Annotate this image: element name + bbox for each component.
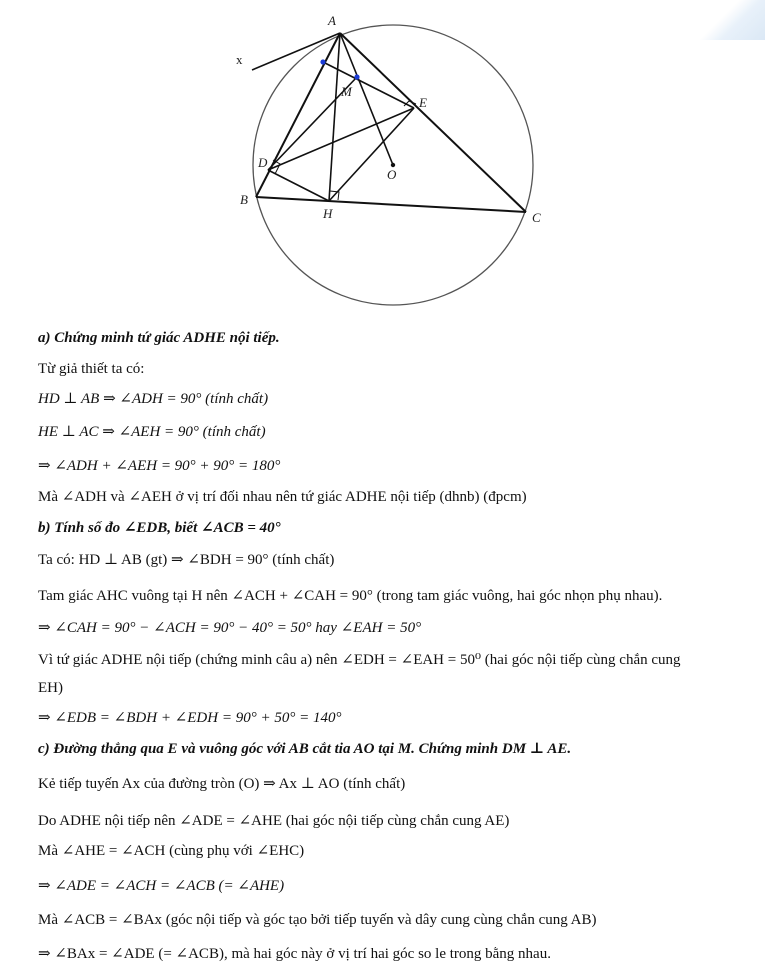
heading-part-c: c) Đường thẳng qua E và vuông góc với AB cắt tia AO tại M. Chứng minh DM ⊥ AE. xyxy=(38,741,572,757)
label-a: A xyxy=(328,13,336,28)
text-line: Mà ∠ACB = ∠BAx (góc nội tiếp và góc tạo bởi tiếp tuyến và dây cung cùng chắn cung AB) xyxy=(38,912,597,928)
label-h: H xyxy=(323,206,333,221)
segment-ac xyxy=(340,33,526,212)
point-blue-ab xyxy=(320,59,325,64)
math-line: ⇒ ∠ADE = ∠ACH = ∠ACB (= ∠AHE) xyxy=(38,878,285,894)
text-line: Do ADHE nội tiếp nên ∠ADE = ∠AHE (hai góc nội tiếp cùng chắn cung AE) xyxy=(38,813,510,829)
text-line: Từ giả thiết ta có: xyxy=(38,361,145,377)
heading-part-b: b) Tính số đo ∠EDB, biết ∠ACB = 40° xyxy=(38,520,281,536)
math-line: ⇒ ∠ADH + ∠AEH = 90° + 90° = 180° xyxy=(38,458,281,474)
text-line: ⇒ ∠BAx = ∠ADE (= ∠ACB), mà hai góc này ở vị trí hai góc so le trong bằng nhau. xyxy=(38,946,551,962)
segment-bc xyxy=(256,197,526,212)
segment-he xyxy=(329,108,414,201)
math-line: ⇒ ∠CAH = 90° − ∠ACH = 90° − 40° = 50° hay ∠EAH = 50° xyxy=(38,620,422,636)
text-line: Kẻ tiếp tuyến Ax của đường tròn (O) ⇒ Ax ⊥ AO (tính chất) xyxy=(38,776,406,792)
text-line: Ta có: HD ⊥ AB (gt) ⇒ ∠BDH = 90° (tính chất) xyxy=(38,552,335,568)
text-line: Tam giác AHC vuông tại H nên ∠ACH + ∠CAH = 90° (trong tam giác vuông, hai góc nhọn phụ nhau). xyxy=(38,588,663,604)
label-d: D xyxy=(258,155,268,170)
text-line: Mà ∠ADH và ∠AEH ở vị trí đối nhau nên tứ giác ADHE nội tiếp (dhnb) (đpcm) xyxy=(38,489,527,505)
label-m: M xyxy=(341,84,352,99)
math-line: HE ⊥ AC ⇒ ∠AEH = 90° (tính chất) xyxy=(38,424,266,440)
label-c: C xyxy=(532,210,541,225)
label-x: x xyxy=(236,52,243,67)
segment-hd xyxy=(268,170,329,201)
heading-part-a: a) Chứng minh tứ giác ADHE nội tiếp. xyxy=(38,330,280,346)
text-line: EH) xyxy=(38,680,63,696)
geometry-figure xyxy=(0,0,765,320)
segment-ab xyxy=(256,33,340,197)
text-line: Vì tứ giác ADHE nội tiếp (chứng minh câu a) nên ∠EDH = ∠EAH = 50⁰ (hai góc nội tiếp cùng chắn cung xyxy=(38,652,681,668)
label-b: B xyxy=(240,192,248,207)
math-line: HD ⊥ AB ⇒ ∠ADH = 90° (tính chất) xyxy=(38,391,269,407)
point-m xyxy=(354,74,359,79)
label-o: O xyxy=(387,167,397,182)
segment-ao xyxy=(340,33,393,165)
label-e: E xyxy=(419,95,427,110)
segment-ah xyxy=(329,33,340,201)
text-line: Mà ∠AHE = ∠ACH (cùng phụ với ∠EHC) xyxy=(38,843,305,859)
math-line: ⇒ ∠EDB = ∠BDH + ∠EDH = 90° + 50° = 140° xyxy=(38,710,342,726)
